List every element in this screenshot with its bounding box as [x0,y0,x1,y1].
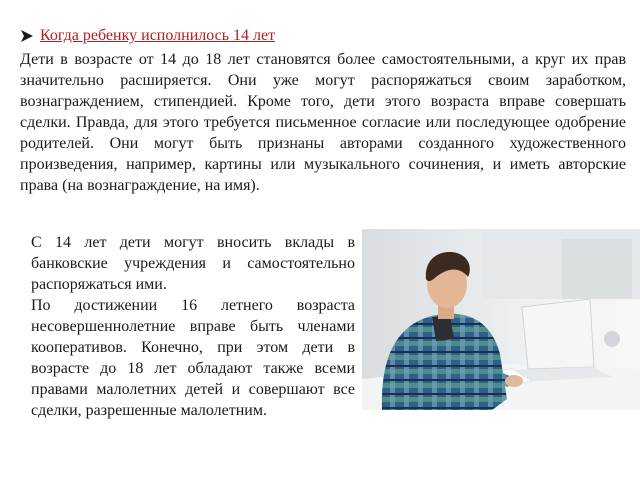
intro-paragraph: Дети в возрасте от 14 до 18 лет становятся более самостоятельными, а круг их прав значительно расширяется. Они уже могут распоряжаться своим заработком, вознаграждением, стипендией. Кроме того, дети этого возраста вправе совершать сделки. Правда, для этого требуется письменное согласие или последующее одобрение родителей. Они могут быть признаны авторами созданного художественного произведения, например, картины или музыкального сочинения, и иметь авторские права (на вознаграждение, на имя). [20,51,626,194]
cooperatives-paragraph: По достижении 16 летнего возраста несовершеннолетние вправе быть членами кооперативов. Конечно, при этом дети в возрасте до 18 лет обладают также всеми правами малолетних детей и совершают все сделки, разрешенные малолетним. [31,297,355,419]
arrow-bullet-icon [20,29,34,43]
student-photo [362,229,640,410]
section-heading [20,26,275,46]
heading-text: Когда ребенку исполнилось 14 лет [40,27,276,44]
bottom-text-block [31,232,355,421]
student-photo-illustration [362,229,640,410]
deposits-paragraph: С 14 лет дети могут вносить вклады в банковские учреждения и самостоятельно распоряжаться ими. [31,234,355,293]
